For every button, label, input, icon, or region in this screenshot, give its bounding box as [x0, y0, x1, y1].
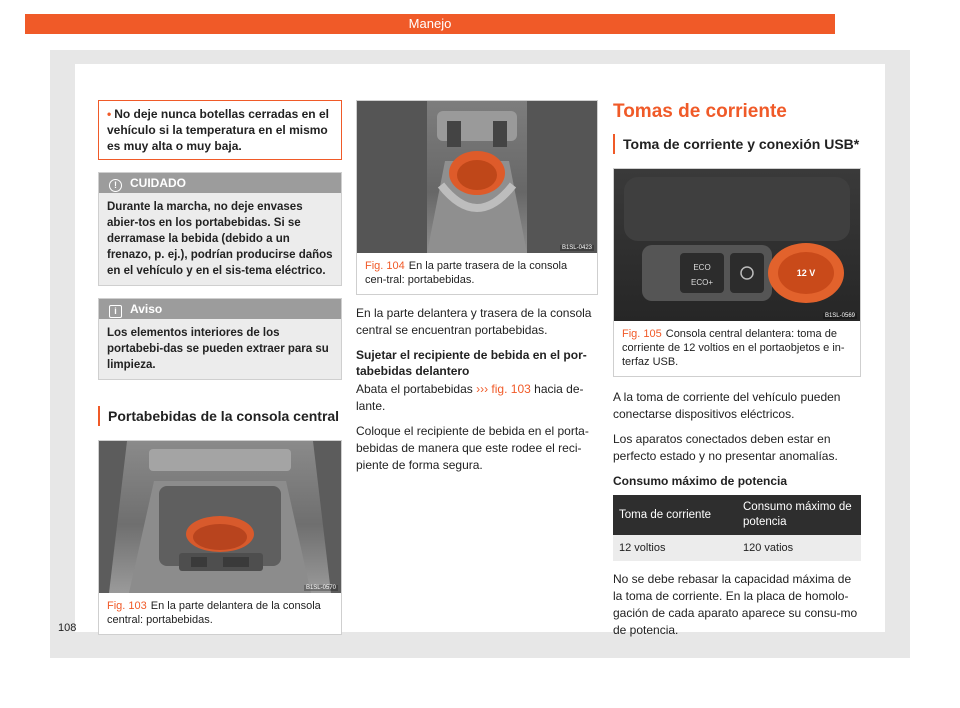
figure-103-caption [99, 593, 341, 634]
figure-104 [356, 100, 598, 295]
caption-text: En la parte trasera de la consola cen-tral: portabebidas. [365, 260, 568, 286]
caution-box [98, 172, 342, 286]
figure-reference-link[interactable]: ››› fig. 103 [476, 382, 531, 396]
paragraph [356, 381, 598, 415]
figure-number: Fig. 103 [107, 600, 147, 612]
paragraph: A la toma de corriente del vehículo pueden conectarse dispositivos eléctricos. [613, 390, 841, 421]
figure-105-image [614, 169, 860, 321]
paragraph: Los aparatos conectados deben estar en perfecto estado y no presentar anomalías. [613, 432, 838, 463]
warning-text: No deje nunca botellas cerradas en el vehículo si la temperatura en el mismo es muy alta o muy baja. [107, 107, 329, 153]
table-header: Consumo máximo de potencia [737, 495, 861, 535]
subheading: Consumo máximo de potencia [613, 474, 788, 488]
warning-box [98, 100, 342, 160]
paragraph: No se debe rebasar la capacidad máxima de la toma de corriente. En la placa de homolo-gación de cada aparato aparece su consu-mo de potencia. [613, 572, 858, 637]
column-right [613, 100, 861, 647]
eco-label: ECO [693, 263, 711, 272]
note-text: Los elementos interiores de los portabebi-das se pueden extraer para su limpieza. [99, 319, 341, 379]
bullet-icon: • [107, 107, 112, 121]
figure-number: Fig. 104 [365, 260, 405, 272]
paragraph-text: Abata el portabebidas [356, 382, 473, 396]
image-code: B1SL-0423 [561, 245, 592, 251]
page-number: 108 [58, 622, 77, 634]
figure-103 [98, 440, 342, 635]
table-cell: 12 voltios [613, 535, 737, 561]
paragraph: En la parte delantera y trasera de la consola central se encuentran portabebidas. [356, 306, 592, 337]
chapter-header: Manejo [25, 14, 835, 34]
image-code: B1SL-0569 [824, 313, 855, 319]
cupholder-rear-illustration [357, 101, 597, 253]
figure-number: Fig. 105 [622, 328, 662, 340]
column-middle [356, 100, 598, 482]
power-table [613, 495, 861, 561]
eco-plus-label: ECO+ [690, 278, 714, 287]
table-header: Toma de corriente [613, 495, 737, 535]
cupholder-front-illustration [99, 441, 341, 593]
image-code: B1SL-0570 [305, 585, 336, 591]
figure-103-image [99, 441, 341, 593]
page-title: Tomas de corriente [613, 101, 787, 122]
table-cell: 120 vatios [737, 535, 861, 561]
caption-text: En la parte delantera de la consola central: portabebidas. [107, 600, 321, 626]
column-left [98, 100, 342, 635]
paragraph-text: hacia de-lante. [356, 382, 584, 413]
caution-header [99, 173, 341, 193]
figure-104-caption [357, 253, 597, 294]
power-outlet-illustration [614, 169, 860, 321]
12v-label: 12 V [796, 268, 816, 278]
caution-title: CUIDADO [130, 176, 186, 190]
section-title: Portabebidas de la consola central [98, 406, 342, 426]
table-row [613, 535, 861, 561]
note-box [98, 298, 342, 380]
note-header [99, 299, 341, 319]
figure-105-caption [614, 321, 860, 376]
caution-text: Durante la marcha, no deje envases abier-tos en los portabebidas. Si se derramase la bebida (debido a un frenazo, p. ej.), podrían producirse daños en el vehículo y en el sis-tema eléctrico. [99, 193, 341, 285]
figure-104-image [357, 101, 597, 253]
caption-text: Consola central delantera: toma de corriente de 12 voltios en el portaobjetos e in-terfaz USB. [622, 328, 845, 368]
paragraph: Coloque el recipiente de bebida en el porta-bebidas de manera que este rodee el reci-piente de forma segura. [356, 424, 589, 472]
subheading: Sujetar el recipiente de bebida en el por-tabebidas delantero [356, 348, 587, 378]
figure-105 [613, 168, 861, 377]
info-icon: i [109, 305, 122, 318]
section-title: Toma de corriente y conexión USB* [613, 134, 861, 154]
note-title: Aviso [130, 302, 163, 316]
exclamation-icon: ! [109, 179, 122, 192]
table-header-row [613, 495, 861, 535]
